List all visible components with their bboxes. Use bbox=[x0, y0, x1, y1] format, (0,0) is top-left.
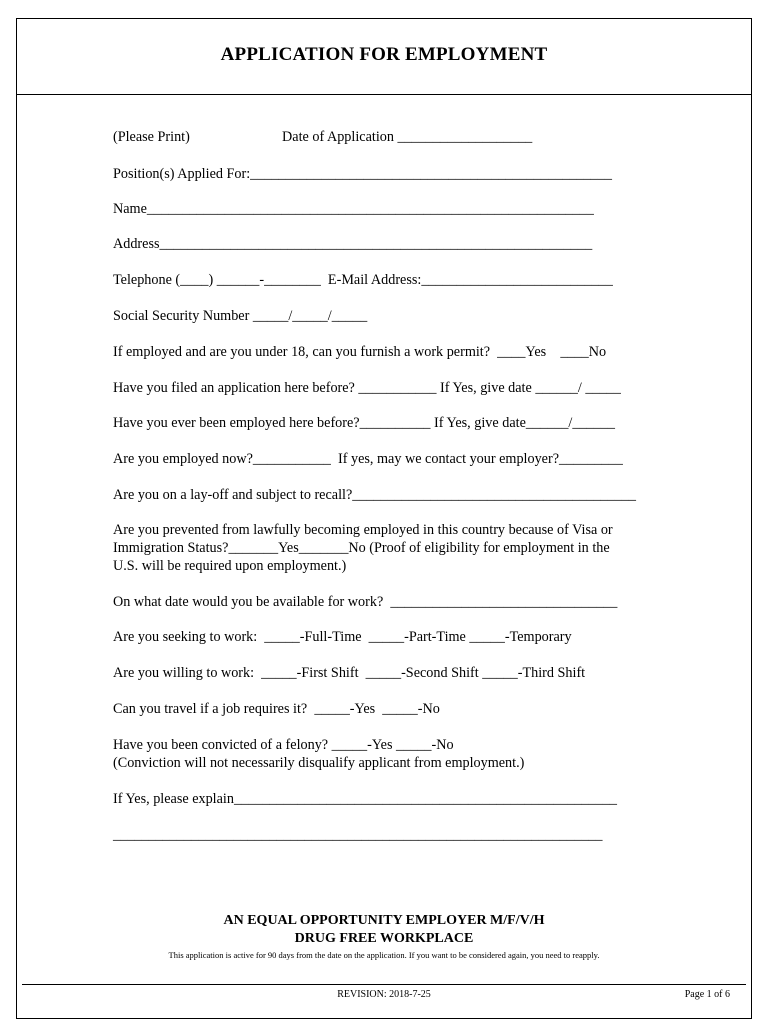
footer-divider bbox=[22, 984, 746, 985]
page-number: Page 1 of 6 bbox=[684, 989, 730, 1000]
telephone-email-field: Telephone (____) ______-________ E-Mail Address:___________________________ bbox=[113, 272, 613, 288]
filed-before-question: Have you filed an application here before? ___________ If Yes, give date ______/ _____ bbox=[113, 380, 621, 396]
name-field: Name_______________________________________________________________ bbox=[113, 201, 594, 217]
employed-now-question: Are you employed now?___________ If yes, may we contact your employer?_________ bbox=[113, 451, 623, 467]
revision-label: REVISION: 2018-7-25 bbox=[337, 989, 431, 1000]
available-date-question: On what date would you be available for work? ________________________________ bbox=[113, 594, 618, 610]
application-validity-note: This application is active for 90 days from the date on the application. If you want to be considered again, you need to reapply. bbox=[168, 950, 600, 960]
drug-free-statement: DRUG FREE WORKPLACE bbox=[294, 931, 474, 946]
felony-question: Have you been convicted of a felony? _____-Yes _____-No (Conviction will not necessarily disqualify applicant from employment.) bbox=[113, 737, 525, 771]
travel-question: Can you travel if a job requires it? _____-Yes _____-No bbox=[113, 701, 440, 717]
please-print-date-line: (Please Print) Date of Application ___________________ bbox=[113, 129, 533, 145]
equal-opportunity-statement: AN EQUAL OPPORTUNITY EMPLOYER M/F/V/H bbox=[223, 913, 545, 928]
position-field: Position(s) Applied For:___________________________________________________ bbox=[113, 166, 612, 182]
address-field: Address_____________________________________________________________ bbox=[113, 236, 593, 252]
header-divider bbox=[16, 94, 752, 95]
shift-question: Are you willing to work: _____-First Shift _____-Second Shift _____-Third Shift bbox=[113, 665, 586, 681]
layoff-question: Are you on a lay-off and subject to recall?________________________________________ bbox=[113, 487, 637, 503]
ssn-field: Social Security Number _____/_____/_____ bbox=[113, 308, 368, 324]
page-title: APPLICATION FOR EMPLOYMENT bbox=[220, 44, 548, 65]
explain-field: If Yes, please explain______________________________________________________ bbox=[113, 791, 618, 807]
explain-field-line2: _____________________________________________________________________ bbox=[113, 827, 603, 843]
employed-before-question: Have you ever been employed here before?__________ If Yes, give date______/______ bbox=[113, 415, 615, 431]
seeking-work-question: Are you seeking to work: _____-Full-Time _____-Part-Time _____-Temporary bbox=[113, 629, 572, 645]
visa-question: Are you prevented from lawfully becoming employed in this country because of Visa or Immigration Status?_______Yes_______No (Proof of eligibility for employment in the U.S. will be required upon employment.) bbox=[113, 522, 613, 574]
work-permit-question: If employed and are you under 18, can you furnish a work permit? ____Yes ____No bbox=[113, 344, 607, 360]
